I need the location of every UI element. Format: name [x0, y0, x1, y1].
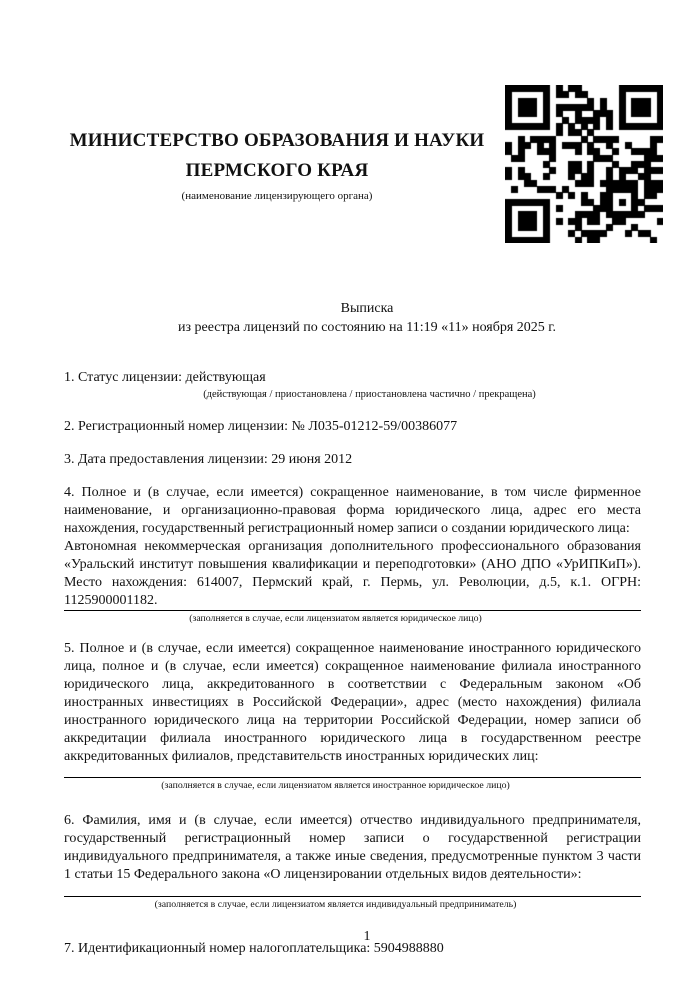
ministry-name-caption: (наименование лицензирующего органа): [181, 190, 373, 202]
item-4-text: 4. Полное и (в случае, если имеется) сокращенное наименование, в том числе фирменное наименование, и организационно-правовая форма юридического лица, адрес его места нахождения, государственный регистрационный номер записи о создании юридического лица:: [64, 485, 641, 536]
ministry-name-line2: ПЕРМСКОГО КРАЯ: [185, 160, 369, 181]
item-5-empty-value: [64, 766, 641, 777]
item-7-taxpayer-number: 7. Идентификационный номер налогоплательщика: 5904988880: [64, 941, 444, 956]
qr-code: [505, 85, 663, 243]
item-5-foreign-entity-section: [64, 640, 641, 792]
item-6-text: 6. Фамилия, имя и (в случае, если имеется) отчество индивидуального предпринимателя, государственный регистрационный номер записи о государственной регистрации индивидуального предпринимателя, а также иные сведения, предусмотренные пунктом 3 части 1 статьи 15 Федерального закона «О лицензировании отдельных видов деятельности»:: [64, 813, 641, 882]
item-5-caption: (заполняется в случае, если лицензиатом является иностранное юридическое лицо): [161, 780, 510, 791]
fill-in-line: [64, 896, 641, 897]
item-6-caption: (заполняется в случае, если лицензиатом является индивидуальный предприниматель): [154, 899, 517, 910]
page-number: 1: [363, 929, 371, 944]
document-title: Выписка: [340, 301, 394, 316]
fill-in-line: [64, 610, 641, 611]
item-4-legal-entity-section: [64, 484, 641, 625]
document-subtitle: из реестра лицензий по состоянию на 11:19 «11» ноября 2025 г.: [178, 320, 556, 335]
item-6-empty-value: [64, 884, 641, 896]
document-body: [64, 369, 641, 958]
item-5-text: 5. Полное и (в случае, если имеется) сокращенное наименование иностранного юридического лица, полное и (в случае, если имеется) сокращенное наименование филиала иностранного юридического лица, аккредитованного в соответствии с Федеральным законом «Об иностранных инвестициях в Российской Федерации», адрес (место нахождения) филиала иностранного юридического лица на территории Российской Федерации, номер записи об аккредитации филиала иностранного юридического лица в государственном реестре аккредитованных филиалов, представительств иностранных юридических лиц:: [64, 641, 641, 764]
licensing-authority-header: [60, 126, 494, 203]
item-1-license-status: 1. Статус лицензии: действующая: [64, 370, 266, 385]
ministry-name-line1: МИНИСТЕРСТВО ОБРАЗОВАНИЯ И НАУКИ: [69, 130, 485, 151]
item-4-caption: (заполняется в случае, если лицензиатом является юридическое лицо): [189, 613, 482, 624]
fill-in-line: [64, 777, 641, 778]
item-3-license-date: 3. Дата предоставления лицензии: 29 июня 2012: [64, 452, 353, 467]
document-title-block: [34, 299, 700, 337]
item-1-caption: (действующая / приостановлена / приостановлена частично / прекращена): [203, 389, 536, 400]
item-2-registration-number: 2. Регистрационный номер лицензии: № Л035-01212-59/00386077: [64, 419, 458, 434]
item-6-entrepreneur-section: [64, 812, 641, 911]
item-4-value: Автономная некоммерческая организация дополнительного профессионального образования «Уральский институт повышения квалификации и переподготовки» (АНО ДПО «УрИПКиП»). Место нахождения: 614007, Пермский край, г. Пермь, ул. Революции, д.5, к.1. ОГРН: 1125900001182.: [64, 539, 641, 608]
